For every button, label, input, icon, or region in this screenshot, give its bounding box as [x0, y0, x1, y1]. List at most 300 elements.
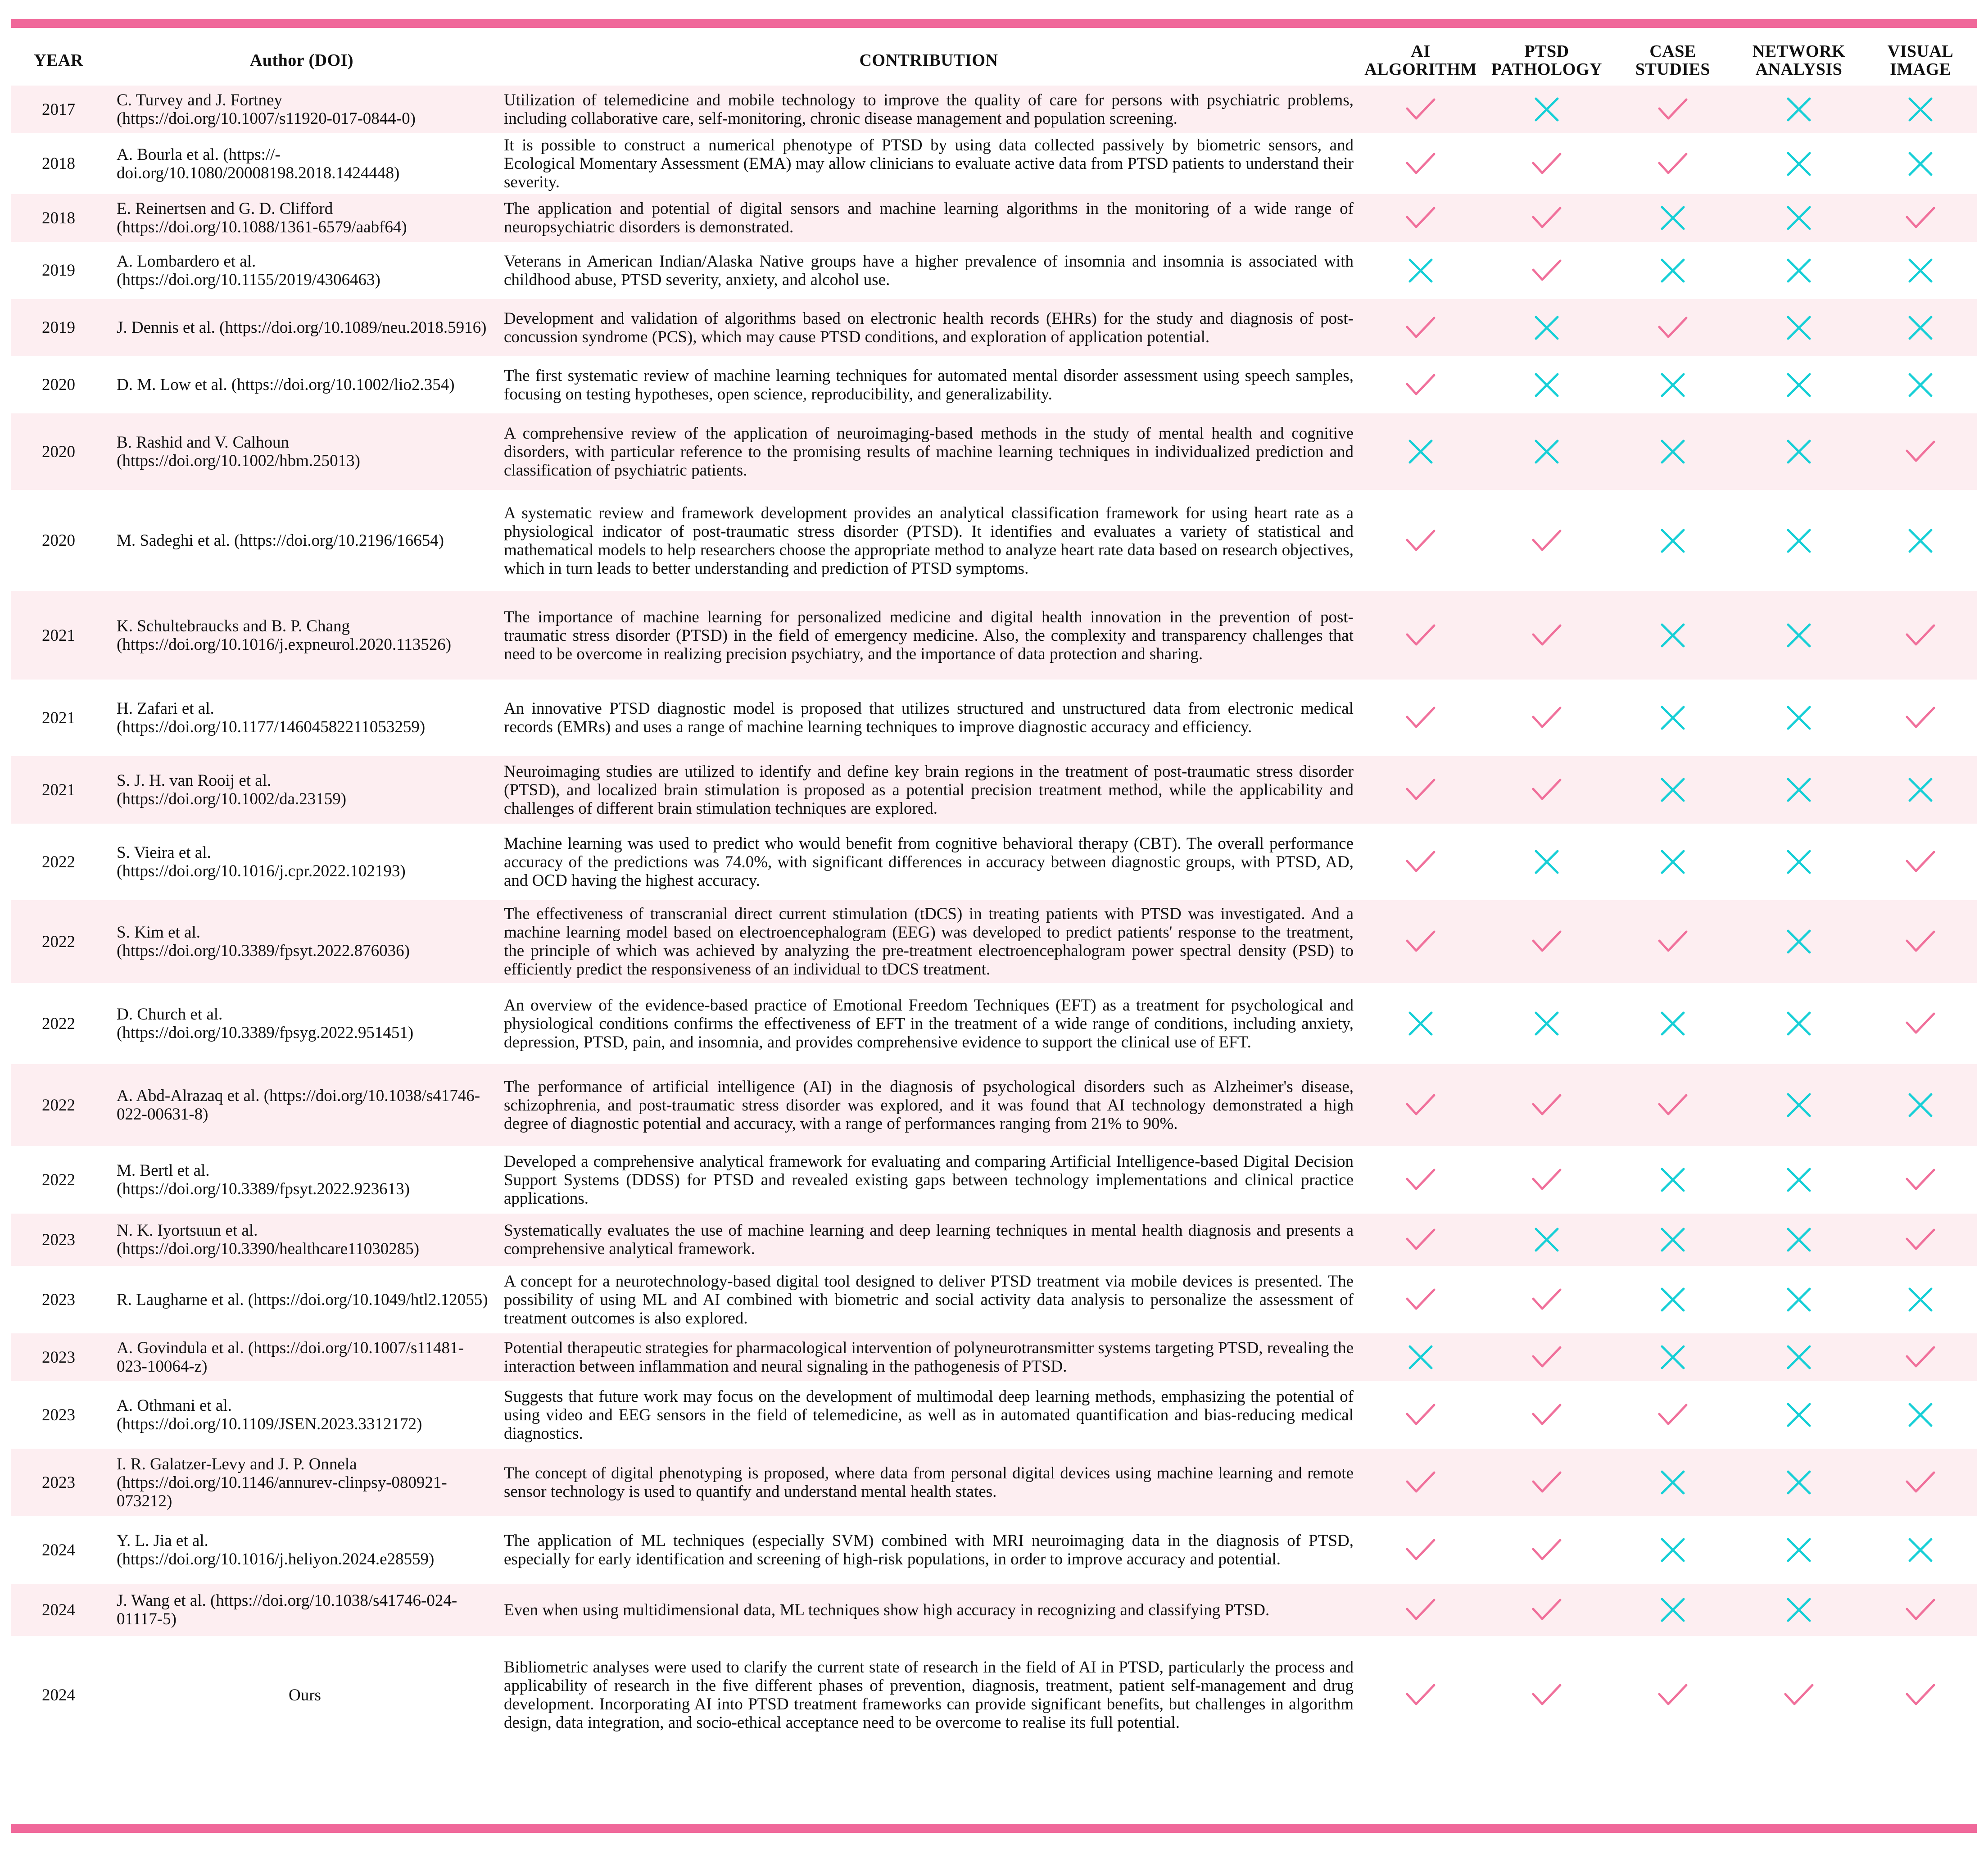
author-doi-cell: D. M. Low et al. (https://doi.org/10.1002/lio2.354): [117, 376, 455, 394]
check-icon: [1904, 1343, 1937, 1372]
network-analysis-mark: [1734, 756, 1864, 824]
ai-algorithm-mark: [1360, 299, 1481, 356]
network-analysis-mark: [1734, 1381, 1864, 1449]
table-row: [11, 1516, 1977, 1584]
ptsd-pathology-mark: [1481, 680, 1612, 756]
literature-comparison-table: [11, 35, 1977, 1754]
check-icon: [1531, 204, 1563, 232]
visual-image-mark: [1864, 591, 1977, 680]
header-ptsd-pathology: PTSD PATHOLOGY: [1491, 42, 1602, 79]
check-icon: [1904, 847, 1937, 876]
table-row: [11, 490, 1977, 591]
ai-algorithm-mark: [1360, 1214, 1481, 1266]
table-row: [11, 680, 1977, 756]
year-cell: 2023: [11, 1333, 106, 1381]
cross-icon: [1404, 1343, 1437, 1372]
header-contribution: CONTRIBUTION: [859, 51, 998, 70]
visual-image-mark: [1864, 1636, 1977, 1754]
ai-algorithm-mark: [1360, 490, 1481, 591]
contribution-cell: Developed a comprehensive analytical framework for evaluating and comparing Artificial Intelligence-based Digital Decision Support Systems (DDSS) for PTSD and revealed existing gaps between technology implementations and clinical practice applications.: [504, 1152, 1354, 1208]
network-analysis-mark: [1734, 900, 1864, 983]
case-studies-mark: [1612, 591, 1734, 680]
table-row: [11, 299, 1977, 356]
check-icon: [1531, 621, 1563, 650]
contribution-cell: The importance of machine learning for personalized medicine and digital health innovation in the prevention of post-traumatic stress disorder (PTSD) in the field of emergency medicine. Also, the complexity and transparency challenges that need to be overcome in realizing precision psychiatry, and the importance of data protection and sharing.: [498, 591, 1360, 680]
check-icon: [1531, 927, 1563, 956]
table-row: [11, 1449, 1977, 1516]
contribution-cell: The performance of artificial intelligence (AI) in the diagnosis of psychological disorders such as Alzheimer's disease, schizophrenia, and post-traumatic stress disorder was explored, and it was found that AI technology demonstrated a high degree of diagnostic potential and accuracy, with a range of performances ranging from 21% to 90%.: [498, 1064, 1360, 1146]
cross-icon: [1531, 1009, 1563, 1038]
contribution-cell: Machine learning was used to predict who would benefit from cognitive behavioral therapy (CBT). The overall performance accuracy of the predictions was 74.0%, with significant differences in accuracy between diagnostic groups, with PTSD, AD, and OCD having the highest accuracy.: [504, 834, 1354, 890]
cross-icon: [1783, 1091, 1815, 1119]
check-icon: [1404, 1468, 1437, 1497]
cross-icon: [1783, 1285, 1815, 1314]
check-icon: [1783, 1681, 1815, 1709]
contribution-cell: Neuroimaging studies are utilized to identify and define key brain regions in the treatment of post-traumatic stress disorder (PTSD), and localized brain stimulation is proposed as a potential precision treatment method, while the applicability and challenges of different brain stimulation techniques are explored.: [498, 756, 1360, 824]
year-cell: 2021: [11, 756, 106, 824]
check-icon: [1904, 703, 1937, 732]
ai-algorithm-mark: [1360, 824, 1481, 900]
contribution-cell: The application and potential of digital sensors and machine learning algorithms in the monitoring of a wide range of neuropsychiatric disorders is demonstrated.: [498, 194, 1360, 242]
visual-image-mark: [1864, 824, 1977, 900]
ptsd-pathology-mark: [1481, 1449, 1612, 1516]
author-doi-cell: A. Govindula et al. (https://doi.org/10.1007/s11481-023-10064-z): [106, 1333, 498, 1381]
visual-image-mark: [1864, 194, 1977, 242]
case-studies-mark: [1612, 1266, 1734, 1333]
check-icon: [1904, 621, 1937, 650]
check-icon: [1404, 95, 1437, 124]
cross-icon: [1657, 256, 1689, 285]
visual-image-mark: [1864, 1214, 1977, 1266]
year-cell: 2019: [42, 261, 75, 280]
case-studies-mark: [1612, 413, 1734, 490]
table-row: [11, 1381, 1977, 1449]
year-cell: 2022: [11, 1064, 106, 1146]
cross-icon: [1657, 204, 1689, 232]
ai-algorithm-mark: [1360, 1146, 1481, 1214]
check-icon: [1904, 1681, 1937, 1709]
cross-icon: [1404, 1009, 1437, 1038]
check-icon: [1404, 775, 1437, 804]
contribution-cell: Veterans in American Indian/Alaska Native groups have a higher prevalence of insomnia and insomnia is associated with childhood abuse, PTSD severity, anxiety, and alcohol use.: [504, 252, 1354, 289]
ai-algorithm-mark: [1360, 356, 1481, 413]
case-studies-mark: [1612, 86, 1734, 133]
contribution-cell: A concept for a neurotechnology-based digital tool designed to deliver PTSD treatment via mobile devices is presented. The possibility of using ML and AI combined with biometric and social activity data analysis to personalize the assessment of treatment outcomes is also explored.: [504, 1272, 1354, 1328]
ptsd-pathology-mark: [1481, 1516, 1612, 1584]
cross-icon: [1783, 204, 1815, 232]
ptsd-pathology-mark: [1481, 413, 1612, 490]
author-doi-cell: B. Rashid and V. Calhoun (https://doi.org/10.1002/hbm.25013): [106, 413, 498, 490]
year-cell: 2018: [11, 194, 106, 242]
visual-image-mark: [1864, 242, 1977, 299]
check-icon: [1404, 847, 1437, 876]
cross-icon: [1783, 1536, 1815, 1564]
visual-image-mark: [1864, 1266, 1977, 1333]
check-icon: [1904, 927, 1937, 956]
year-cell: 2020: [11, 413, 106, 490]
cross-icon: [1783, 1595, 1815, 1624]
contribution-cell: The effectiveness of transcranial direct current stimulation (tDCS) in treating patients with PTSD was investigated. And a machine learning model based on electroencephalogram (EEG) was developed to predict patients' response to the treatment, the principle of which was achieved by analyzing the pre-treatment electroencephalogram power spectral density (PSD) to efficiently predict the responsiveness of an individual to tDCS treatment.: [498, 900, 1360, 983]
ai-algorithm-mark: [1360, 680, 1481, 756]
network-analysis-mark: [1734, 413, 1864, 490]
author-doi-cell: N. K. Iyortsuun et al. (https://doi.org/10.3390/healthcare11030285): [106, 1214, 498, 1266]
table-row: [11, 1146, 1977, 1214]
contribution-cell: Bibliometric analyses were used to clarify the current state of research in the field of AI in PTSD, particularly the process and applicability of research in the five different phases of prevention, diagnosis, treatment, patient self-management and drug development. Incorporating AI into PTSD treatment frameworks can provide significant benefits, but challenges in algorithm design, data integration, and socio-ethical acceptance need to be overcome to realise its full potential.: [504, 1658, 1354, 1732]
case-studies-mark: [1612, 1449, 1734, 1516]
ptsd-pathology-mark: [1481, 86, 1612, 133]
case-studies-mark: [1612, 242, 1734, 299]
network-analysis-mark: [1734, 983, 1864, 1064]
contribution-cell: Development and validation of algorithms based on electronic health records (EHRs) for the study and diagnosis of post-concussion syndrome (PCS), which may cause PTSD conditions, and exploration of application potential.: [498, 299, 1360, 356]
table-row: [11, 756, 1977, 824]
cross-icon: [1783, 95, 1815, 124]
ai-algorithm-mark: [1360, 1064, 1481, 1146]
cross-icon: [1404, 256, 1437, 285]
ptsd-pathology-mark: [1481, 1266, 1612, 1333]
check-icon: [1904, 1225, 1937, 1254]
table-row: [11, 1214, 1977, 1266]
visual-image-mark: [1864, 1381, 1977, 1449]
check-icon: [1904, 437, 1937, 466]
case-studies-mark: [1612, 1516, 1734, 1584]
cross-icon: [1657, 847, 1689, 876]
ai-algorithm-mark: [1360, 983, 1481, 1064]
year-cell: 2022: [42, 1170, 75, 1189]
cross-icon: [1904, 313, 1937, 342]
cross-icon: [1783, 1225, 1815, 1254]
cross-icon: [1904, 371, 1937, 399]
year-cell: 2023: [11, 1449, 106, 1516]
contribution-cell: Even when using multidimensional data, ML techniques show high accuracy in recognizing and classifying PTSD.: [498, 1584, 1360, 1636]
ptsd-pathology-mark: [1481, 824, 1612, 900]
contribution-cell: A systematic review and framework development provides an analytical classification framework for using heart rate as a physiological indicator of post-traumatic stress disorder (PTSD). It identifies and evaluates a variety of statistical and mathematical models to help researchers choose the appropriate method to analyze heart rate data based on research objectives, which in turn leads to better understanding and prediction of PTSD symptoms.: [504, 503, 1354, 578]
check-icon: [1657, 1091, 1689, 1119]
case-studies-mark: [1612, 1146, 1734, 1214]
check-icon: [1404, 1400, 1437, 1429]
ptsd-pathology-mark: [1481, 900, 1612, 983]
table-row: [11, 86, 1977, 133]
author-doi-cell: D. Church et al. (https://doi.org/10.3389/fpsyg.2022.951451): [117, 1005, 414, 1042]
year-cell: 2022: [42, 852, 75, 871]
ptsd-pathology-mark: [1481, 194, 1612, 242]
cross-icon: [1657, 1285, 1689, 1314]
check-icon: [1531, 1343, 1563, 1372]
year-cell: 2024: [11, 1584, 106, 1636]
check-icon: [1657, 1681, 1689, 1709]
ai-algorithm-mark: [1360, 1584, 1481, 1636]
ptsd-pathology-mark: [1481, 591, 1612, 680]
contribution-cell: Utilization of telemedicine and mobile technology to improve the quality of care for persons with psychiatric problems, including collaborative care, self-monitoring, chronic disease management and population screening.: [498, 86, 1360, 133]
check-icon: [1404, 371, 1437, 399]
ai-algorithm-mark: [1360, 1333, 1481, 1381]
case-studies-mark: [1612, 680, 1734, 756]
table-row: [11, 824, 1977, 900]
ai-algorithm-mark: [1360, 591, 1481, 680]
cross-icon: [1531, 313, 1563, 342]
check-icon: [1531, 150, 1563, 178]
contribution-cell: It is possible to construct a numerical phenotype of PTSD by using data collected passively by biometric sensors, and Ecological Momentary Assessment (EMA) may allow clinicians to evaluate active data from PTSD patients to understand their severity.: [504, 136, 1354, 191]
cross-icon: [1783, 437, 1815, 466]
check-icon: [1904, 1009, 1937, 1038]
cross-icon: [1657, 437, 1689, 466]
network-analysis-mark: [1734, 680, 1864, 756]
table-row: [11, 242, 1977, 299]
case-studies-mark: [1612, 299, 1734, 356]
check-icon: [1404, 313, 1437, 342]
cross-icon: [1904, 1400, 1937, 1429]
ai-algorithm-mark: [1360, 242, 1481, 299]
check-icon: [1531, 1400, 1563, 1429]
cross-icon: [1783, 1400, 1815, 1429]
contribution-cell: The first systematic review of machine learning techniques for automated mental disorder assessment using speech samples, focusing on testing hypotheses, open science, reproducibility, and generalizability.: [504, 366, 1354, 403]
author-doi-cell: M. Sadeghi et al. (https://doi.org/10.2196/16654): [117, 531, 444, 550]
visual-image-mark: [1864, 756, 1977, 824]
visual-image-mark: [1864, 900, 1977, 983]
cross-icon: [1531, 371, 1563, 399]
check-icon: [1531, 1091, 1563, 1119]
table-row: [11, 1333, 1977, 1381]
check-icon: [1657, 150, 1689, 178]
table-row: [11, 1064, 1977, 1146]
check-icon: [1657, 313, 1689, 342]
author-doi-cell: A. Lombardero et al. (https://doi.org/10.1155/2019/4306463): [117, 252, 380, 289]
author-doi-cell: Y. L. Jia et al. (https://doi.org/10.1016/j.heliyon.2024.e28559): [117, 1532, 435, 1568]
cross-icon: [1783, 371, 1815, 399]
cross-icon: [1404, 437, 1437, 466]
contribution-cell: A comprehensive review of the application of neuroimaging-based methods in the study of mental health and cognitive disorders, with particular reference to the promising results of machine learning techniques in individualized prediction and classification of psychiatric patients.: [498, 413, 1360, 490]
network-analysis-mark: [1734, 1516, 1864, 1584]
cross-icon: [1657, 703, 1689, 732]
check-icon: [1404, 621, 1437, 650]
cross-icon: [1783, 775, 1815, 804]
ptsd-pathology-mark: [1481, 1214, 1612, 1266]
header-visual-image: VISUAL IMAGE: [1887, 42, 1954, 79]
author-doi-cell: R. Laugharne et al. (https://doi.org/10.1049/htl2.12055): [117, 1290, 488, 1309]
cross-icon: [1783, 847, 1815, 876]
check-icon: [1404, 150, 1437, 178]
author-doi-cell: J. Wang et al. (https://doi.org/10.1038/s41746-024-01117-5): [106, 1584, 498, 1636]
contribution-cell: An overview of the evidence-based practice of Emotional Freedom Techniques (EFT) as a treatment for psychological and physiological conditions confirms the effectiveness of EFT in the treatment of a wide range of conditions, including anxiety, depression, PTSD, pain, and insomnia, and provides comprehensive evidence to support the clinical use of EFT.: [504, 996, 1354, 1051]
ai-algorithm-mark: [1360, 194, 1481, 242]
network-analysis-mark: [1734, 299, 1864, 356]
visual-image-mark: [1864, 1064, 1977, 1146]
cross-icon: [1904, 1536, 1937, 1564]
case-studies-mark: [1612, 490, 1734, 591]
author-doi-cell: K. Schultebraucks and B. P. Chang (https://doi.org/10.1016/j.expneurol.2020.113526): [106, 591, 498, 680]
ai-algorithm-mark: [1360, 86, 1481, 133]
ptsd-pathology-mark: [1481, 133, 1612, 194]
contribution-cell: Suggests that future work may focus on the development of multimodal deep learning methods, emphasizing the potential of using video and EEG sensors in the field of telemedicine, as well as in automated quantification and bias-reducing medical diagnostics.: [504, 1387, 1354, 1443]
check-icon: [1404, 1595, 1437, 1624]
check-icon: [1531, 1595, 1563, 1624]
cross-icon: [1904, 95, 1937, 124]
network-analysis-mark: [1734, 1636, 1864, 1754]
check-icon: [1404, 204, 1437, 232]
contribution-cell: Potential therapeutic strategies for pharmacological intervention of polyneurotransmitter systems targeting PTSD, revealing the interaction between inflammation and neural signaling in the pathogenesis of PTSD.: [498, 1333, 1360, 1381]
contribution-cell: The concept of digital phenotyping is proposed, where data from personal digital devices using machine learning and remote sensor technology is used to quantify and understand mental health states.: [498, 1449, 1360, 1516]
table-row: [11, 413, 1977, 490]
visual-image-mark: [1864, 490, 1977, 591]
ai-algorithm-mark: [1360, 413, 1481, 490]
visual-image-mark: [1864, 133, 1977, 194]
ptsd-pathology-mark: [1481, 299, 1612, 356]
visual-image-mark: [1864, 86, 1977, 133]
table-row: [11, 356, 1977, 413]
ptsd-pathology-mark: [1481, 1584, 1612, 1636]
case-studies-mark: [1612, 194, 1734, 242]
year-cell: 2021: [11, 591, 106, 680]
check-icon: [1531, 256, 1563, 285]
year-cell: 2020: [42, 531, 75, 550]
top-rule: [11, 19, 1977, 28]
author-doi-cell: J. Dennis et al. (https://doi.org/10.1089/neu.2018.5916): [106, 299, 498, 356]
year-cell: 2020: [42, 376, 75, 394]
case-studies-mark: [1612, 756, 1734, 824]
check-icon: [1531, 1536, 1563, 1564]
author-doi-cell: S. J. H. van Rooij et al. (https://doi.org/10.1002/da.23159): [106, 756, 498, 824]
cross-icon: [1657, 1009, 1689, 1038]
cross-icon: [1783, 1343, 1815, 1372]
ai-algorithm-mark: [1360, 1636, 1481, 1754]
check-icon: [1404, 1536, 1437, 1564]
ai-algorithm-mark: [1360, 1516, 1481, 1584]
check-icon: [1531, 1285, 1563, 1314]
cross-icon: [1904, 150, 1937, 178]
check-icon: [1404, 1285, 1437, 1314]
check-icon: [1531, 775, 1563, 804]
network-analysis-mark: [1734, 1584, 1864, 1636]
ai-algorithm-mark: [1360, 1381, 1481, 1449]
visual-image-mark: [1864, 1146, 1977, 1214]
cross-icon: [1531, 847, 1563, 876]
check-icon: [1904, 1468, 1937, 1497]
check-icon: [1657, 927, 1689, 956]
case-studies-mark: [1612, 1584, 1734, 1636]
check-icon: [1404, 1681, 1437, 1709]
network-analysis-mark: [1734, 133, 1864, 194]
case-studies-mark: [1612, 1064, 1734, 1146]
year-cell: 2024: [42, 1686, 75, 1704]
cross-icon: [1531, 95, 1563, 124]
author-doi-cell: E. Reinertsen and G. D. Clifford (https://doi.org/10.1088/1361-6579/aabf64): [106, 194, 498, 242]
ai-algorithm-mark: [1360, 900, 1481, 983]
ai-algorithm-mark: [1360, 1449, 1481, 1516]
network-analysis-mark: [1734, 1064, 1864, 1146]
year-cell: 2018: [42, 154, 75, 173]
cross-icon: [1531, 1225, 1563, 1254]
case-studies-mark: [1612, 133, 1734, 194]
check-icon: [1404, 1091, 1437, 1119]
ptsd-pathology-mark: [1481, 1146, 1612, 1214]
visual-image-mark: [1864, 413, 1977, 490]
ai-algorithm-mark: [1360, 756, 1481, 824]
case-studies-mark: [1612, 1636, 1734, 1754]
ptsd-pathology-mark: [1481, 1636, 1612, 1754]
cross-icon: [1657, 526, 1689, 555]
cross-icon: [1657, 775, 1689, 804]
case-studies-mark: [1612, 1381, 1734, 1449]
author-doi-cell: A. Bourla et al. (https://-doi.org/10.1080/20008198.2018.1424448): [117, 145, 400, 182]
check-icon: [1404, 703, 1437, 732]
author-doi-cell: Ours: [289, 1686, 321, 1704]
year-cell: 2023: [11, 1214, 106, 1266]
case-studies-mark: [1612, 1214, 1734, 1266]
check-icon: [1531, 1468, 1563, 1497]
contribution-cell: The application of ML techniques (especially SVM) combined with MRI neuroimaging data in the diagnosis of PTSD, especially for early identification and screening of high-risk populations, in order to improve accuracy and potential.: [504, 1532, 1354, 1568]
cross-icon: [1904, 775, 1937, 804]
cross-icon: [1904, 1091, 1937, 1119]
author-doi-cell: C. Turvey and J. Fortney (https://doi.org/10.1007/s11920-017-0844-0): [106, 86, 498, 133]
check-icon: [1904, 1165, 1937, 1194]
case-studies-mark: [1612, 983, 1734, 1064]
year-cell: 2023: [42, 1290, 75, 1309]
cross-icon: [1531, 437, 1563, 466]
visual-image-mark: [1864, 1516, 1977, 1584]
author-doi-cell: I. R. Galatzer-Levy and J. P. Onnela (https://doi.org/10.1146/annurev-clinpsy-080921-073212): [106, 1449, 498, 1516]
check-icon: [1404, 1165, 1437, 1194]
network-analysis-mark: [1734, 356, 1864, 413]
year-cell: 2017: [11, 86, 106, 133]
network-analysis-mark: [1734, 1333, 1864, 1381]
contribution-cell: Systematically evaluates the use of machine learning and deep learning techniques in mental health diagnosis and presents a comprehensive analytical framework.: [498, 1214, 1360, 1266]
cross-icon: [1783, 526, 1815, 555]
author-doi-cell: M. Bertl et al. (https://doi.org/10.3389/fpsyt.2022.923613): [117, 1161, 410, 1198]
author-doi-cell: S. Vieira et al. (https://doi.org/10.1016/j.cpr.2022.102193): [117, 843, 406, 880]
cross-icon: [1904, 256, 1937, 285]
table-row: [11, 1636, 1977, 1754]
table-row: [11, 1266, 1977, 1333]
header-ai-algorithm: AI ALGORITHM: [1364, 42, 1477, 79]
year-cell: 2022: [42, 1014, 75, 1033]
check-icon: [1657, 1400, 1689, 1429]
ai-algorithm-mark: [1360, 1266, 1481, 1333]
bottom-rule: [11, 1824, 1977, 1833]
cross-icon: [1783, 927, 1815, 956]
network-analysis-mark: [1734, 824, 1864, 900]
visual-image-mark: [1864, 983, 1977, 1064]
header-network-analysis: NETWORK ANALYSIS: [1752, 42, 1846, 79]
visual-image-mark: [1864, 356, 1977, 413]
ptsd-pathology-mark: [1481, 356, 1612, 413]
cross-icon: [1657, 1595, 1689, 1624]
network-analysis-mark: [1734, 1146, 1864, 1214]
visual-image-mark: [1864, 299, 1977, 356]
cross-icon: [1783, 313, 1815, 342]
cross-icon: [1783, 621, 1815, 650]
table-row: [11, 591, 1977, 680]
visual-image-mark: [1864, 1449, 1977, 1516]
table-row: [11, 194, 1977, 242]
network-analysis-mark: [1734, 1266, 1864, 1333]
ptsd-pathology-mark: [1481, 242, 1612, 299]
visual-image-mark: [1864, 1333, 1977, 1381]
case-studies-mark: [1612, 1333, 1734, 1381]
check-icon: [1404, 526, 1437, 555]
ai-algorithm-mark: [1360, 133, 1481, 194]
cross-icon: [1783, 1468, 1815, 1497]
case-studies-mark: [1612, 824, 1734, 900]
cross-icon: [1783, 1165, 1815, 1194]
case-studies-mark: [1612, 356, 1734, 413]
visual-image-mark: [1864, 1584, 1977, 1636]
author-doi-cell: A. Abd-Alrazaq et al. (https://doi.org/10.1038/s41746-022-00631-8): [106, 1064, 498, 1146]
visual-image-mark: [1864, 680, 1977, 756]
year-cell: 2019: [11, 299, 106, 356]
cross-icon: [1657, 1165, 1689, 1194]
check-icon: [1657, 95, 1689, 124]
ptsd-pathology-mark: [1481, 490, 1612, 591]
author-doi-cell: A. Othmani et al. (https://doi.org/10.1109/JSEN.2023.3312172): [117, 1396, 422, 1433]
